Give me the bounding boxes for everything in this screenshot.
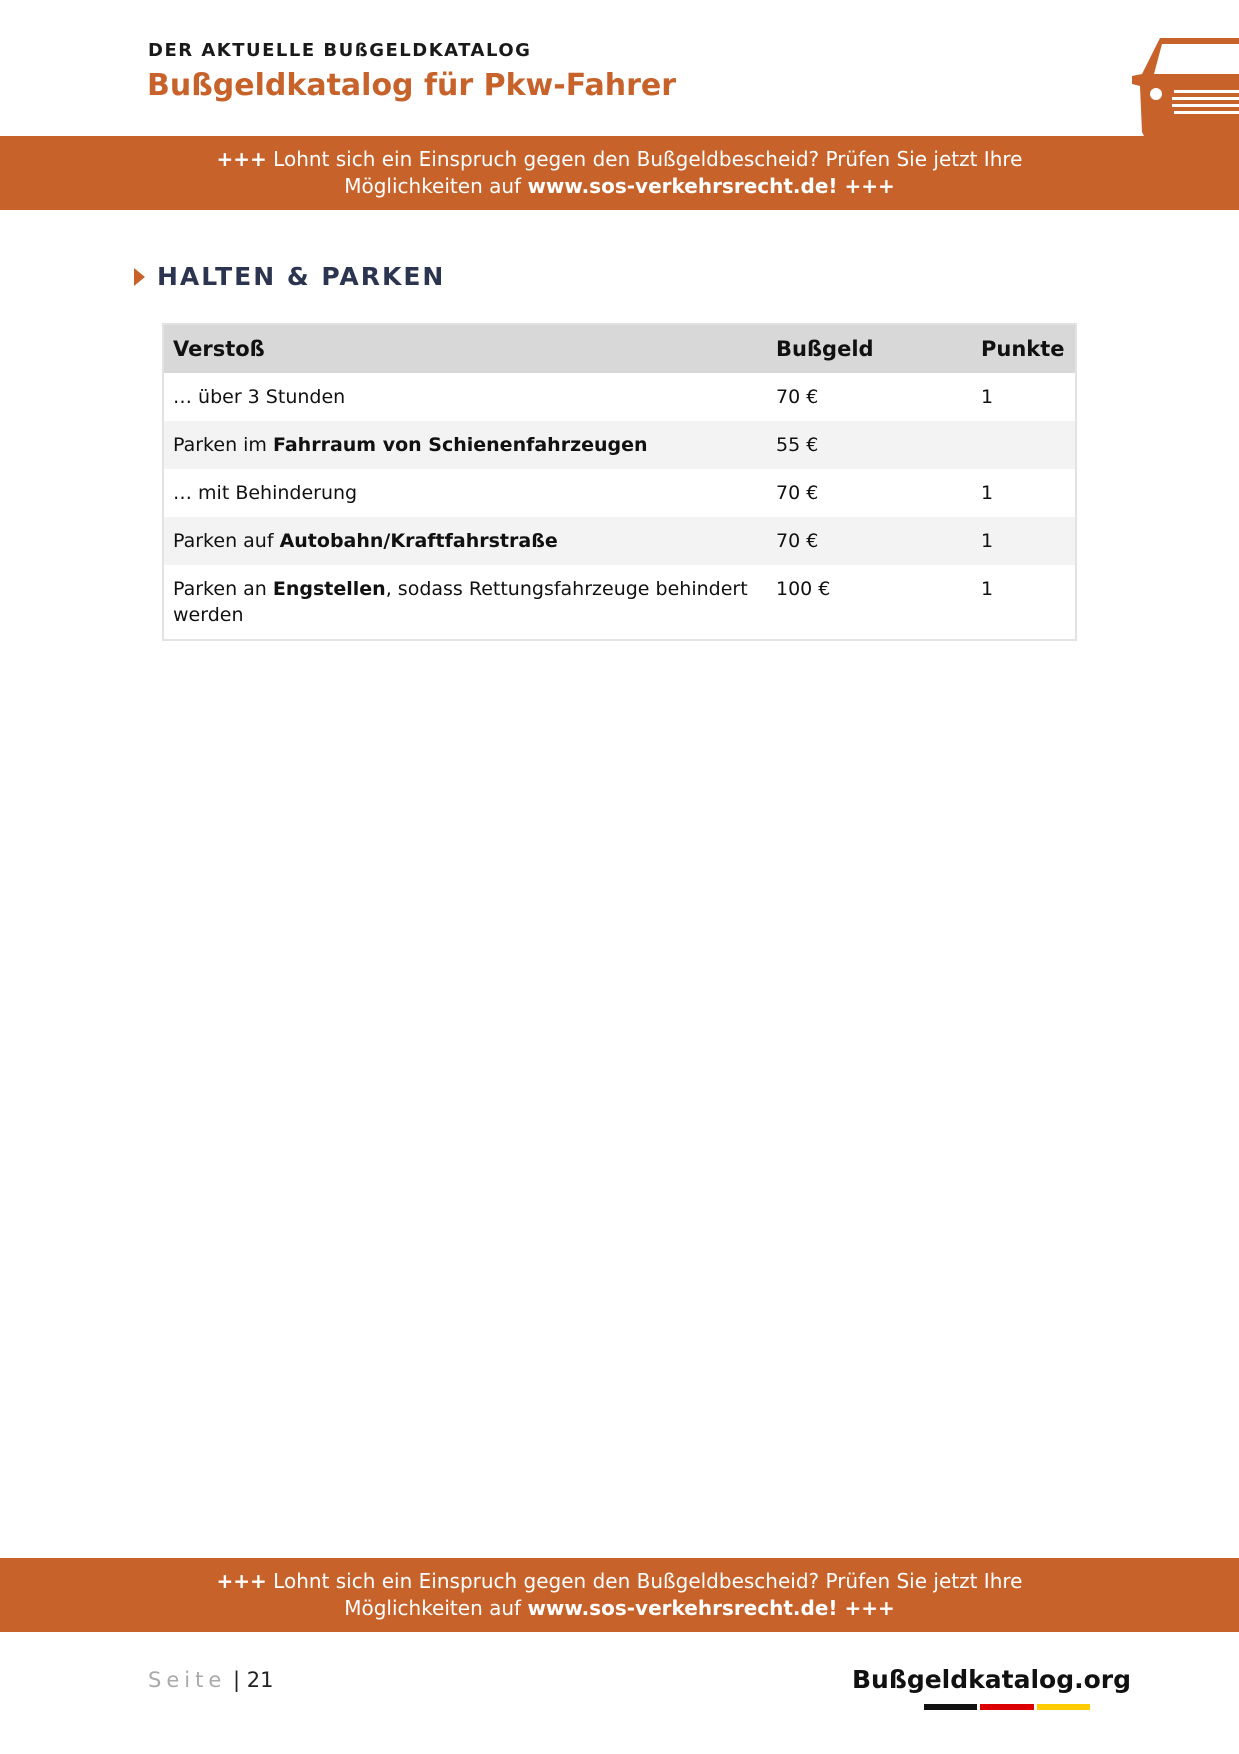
banner-text-line2: Möglichkeiten auf	[344, 174, 528, 198]
section-header	[134, 262, 445, 291]
header-violation: Verstoß	[163, 324, 767, 373]
page-label: Seite	[148, 1668, 227, 1692]
car-icon	[1130, 36, 1239, 140]
banner-suffix: +++	[837, 174, 895, 198]
violation-emphasis: Engstellen	[272, 578, 386, 600]
fine-cell: 100 €	[767, 565, 972, 640]
banner-text-line1: Lohnt sich ein Einspruch gegen den Bußgeldbescheid? Prüfen Sie jetzt Ihre	[266, 147, 1023, 171]
banner-link[interactable]: www.sos-verkehrsrecht.de!	[527, 174, 838, 198]
table-row	[163, 373, 1076, 421]
page-number	[148, 1668, 273, 1692]
banner-prefix: +++	[216, 147, 267, 171]
violation-cell	[163, 517, 767, 565]
table-row	[163, 565, 1076, 640]
fine-cell: 70 €	[767, 373, 972, 421]
header-kicker: DER AKTUELLE BUßGELDKATALOG	[148, 40, 532, 61]
table-row	[163, 469, 1076, 517]
header-fine: Bußgeld	[767, 324, 972, 373]
brand-logo: Bußgeldkatalog.org	[852, 1665, 1132, 1694]
table-row	[163, 517, 1076, 565]
page-separator: |	[232, 1668, 241, 1692]
flag-black	[924, 1704, 977, 1710]
flag-stripe	[924, 1704, 1090, 1710]
violation-text: Parken an	[173, 578, 273, 600]
fine-cell: 70 €	[767, 469, 972, 517]
banner-prefix: +++	[216, 1569, 267, 1593]
flag-red	[980, 1704, 1033, 1710]
fines-table	[162, 323, 1077, 641]
points-cell: 1	[972, 517, 1076, 565]
fine-cell: 55 €	[767, 421, 972, 469]
page-number-value: 21	[246, 1668, 274, 1692]
top-banner	[0, 136, 1239, 210]
section-heading: HALTEN & PARKEN	[157, 262, 446, 291]
violation-cell	[163, 421, 767, 469]
violation-cell	[163, 469, 767, 517]
violation-text: Parken auf	[173, 530, 280, 552]
violation-emphasis: Autobahn/Kraftfahrstraße	[279, 530, 558, 552]
violation-cell	[163, 373, 767, 421]
violation-text-end: , sodass Rettungsfahrzeuge behindert werden	[173, 578, 748, 626]
points-cell: 1	[972, 469, 1076, 517]
points-cell: 1	[972, 373, 1076, 421]
violation-text: Parken im	[173, 434, 273, 456]
triangle-right-icon	[134, 268, 145, 286]
violation-text: … über 3 Stunden	[173, 386, 346, 408]
header-points: Punkte	[972, 324, 1076, 373]
points-cell: 1	[972, 565, 1076, 640]
fine-cell: 70 €	[767, 517, 972, 565]
table-header-row	[163, 324, 1076, 373]
violation-cell	[163, 565, 767, 640]
page-title: Bußgeldkatalog für Pkw-Fahrer	[147, 68, 676, 103]
banner-text-line1: Lohnt sich ein Einspruch gegen den Bußgeldbescheid? Prüfen Sie jetzt Ihre	[266, 1569, 1023, 1593]
bottom-banner	[0, 1558, 1239, 1632]
banner-suffix: +++	[837, 1596, 895, 1620]
violation-emphasis: Fahrraum von Schienenfahrzeugen	[272, 434, 648, 456]
table-row	[163, 421, 1076, 469]
banner-text-line2: Möglichkeiten auf	[344, 1596, 528, 1620]
flag-gold	[1037, 1704, 1090, 1710]
banner-link[interactable]: www.sos-verkehrsrecht.de!	[527, 1596, 838, 1620]
violation-text: … mit Behinderung	[173, 482, 358, 504]
points-cell	[972, 421, 1076, 469]
